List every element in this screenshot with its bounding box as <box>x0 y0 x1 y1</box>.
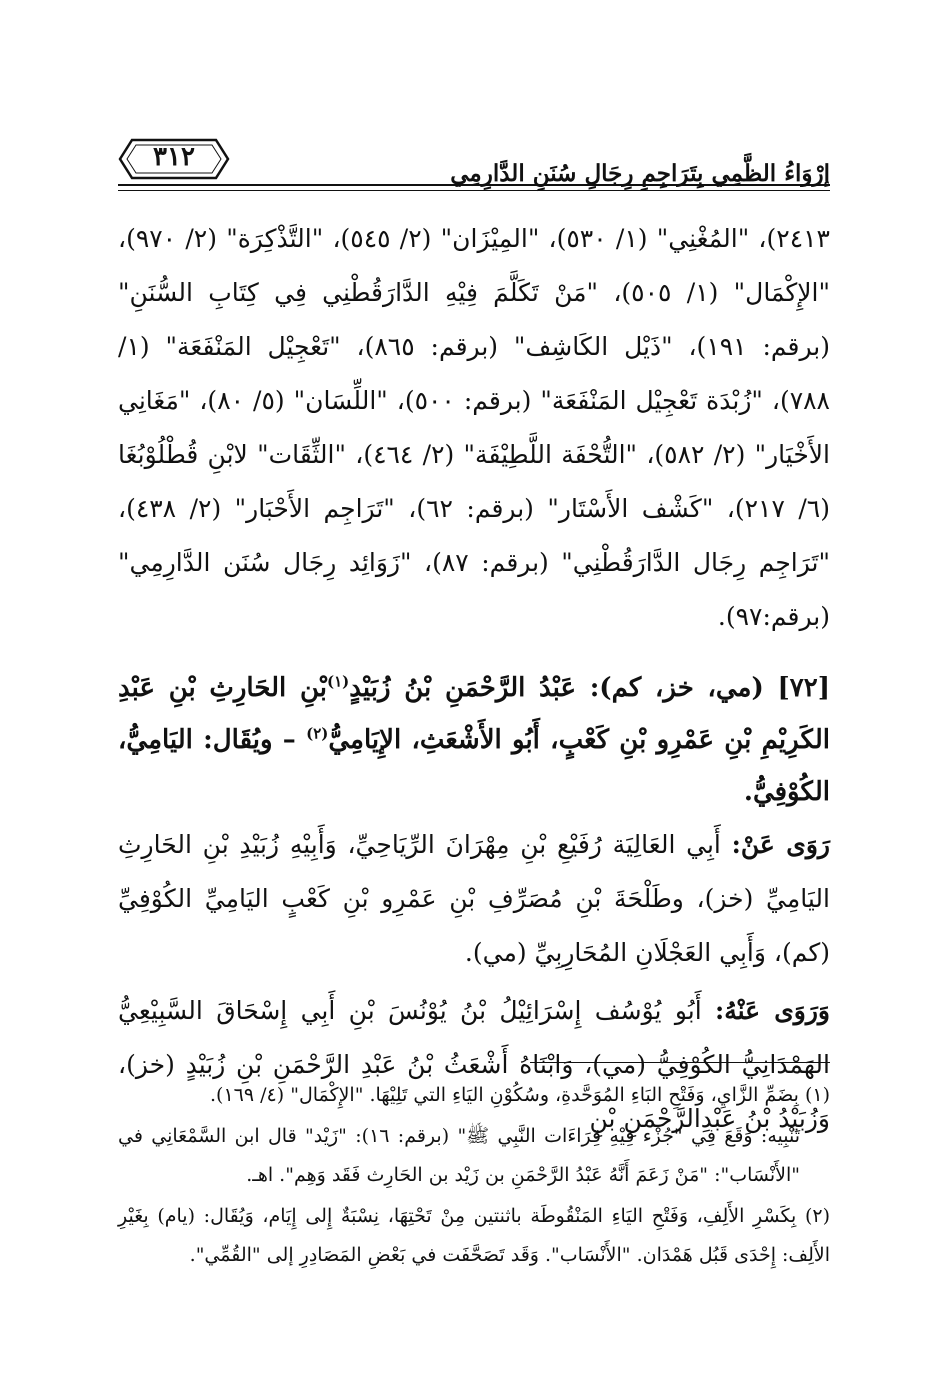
footnote-1-note: تَنْبِيه: وَقَعَ فِي "جُزْء فِيْهِ قِرَاءَات النَّبِي ﷺ" (برقم: ١٦): "زَيْد" قال ابن السَّمْعَانِي في "الأَنْسَاب": "مَنْ زَعَمَ أَنَّهُ عَبْدُ الرَّحْمَنِ بن زَيْد بن الحَارِث فَقَد وَهِم". اهـ. <box>118 1125 800 1186</box>
footnote-separator <box>530 1062 830 1063</box>
entry-heading-part-c: – ويُقَال: اليَامِيُّ، الكُوْفِيُّ. <box>118 725 830 807</box>
entry-heading <box>118 662 830 818</box>
narrated-from-text: أَبِي العَالِيَة رُفَيْعِ بْنِ مِهْرَانَ الرِّيَاحِيِّ، وَأَبِيْهِ زُبَيْدِ بْنِ الحَارِثِ اليَامِيِّ (خز)، وطَلْحَةَ بْنِ مُصَرِّفِ بْنِ عَمْرِو بْنِ كَعْبٍ اليَامِيِّ الكُوْفِيِّ (كم)، وَأَبِي العَجْلَانِ المُحَارِبِيِّ (مي). <box>118 830 830 967</box>
entry-heading-part-b: بْنِ الحَارِثِ بْنِ عَبْدِ الكَرِيْمِ بْنِ عَمْرِو بْنِ كَعْبٍ، أَبُو الأَشْعَثِ، الإِيَامِيُّ <box>118 673 830 755</box>
narrated-by-text: أَبُو يُوْسُف إِسْرَائِيْلُ بْنُ يُوْنُسَ بْنِ أَبِي إِسْحَاقَ السَّبِيْعِيُّ الهَمْدَانِيُّ الكُوْفِيُّ (مي)، وَابْنَاهُ أَشْعَثُ بْنُ عَبْدِ الرَّحْمَنِ بْنِ زُبَيْدٍ (خز)، وَزُبَيْدُ بْنُ عَبْدِالرَّحْمَنِ بْنِ <box>118 996 830 1133</box>
narrated-from-paragraph <box>118 818 830 980</box>
main-text <box>118 212 830 1146</box>
footnotes <box>118 1076 830 1277</box>
page-header <box>118 100 830 200</box>
narrated-from-label: رَوَى عَنْ: <box>731 830 831 859</box>
header-rule-thick <box>118 184 830 186</box>
footnote-2: (٢) بِكَسْرِ الأَلِفِ، وَفَتْحِ اليَاءِ المَنْقُوطَة باثنتين مِنْ تَحْتِهَا، نِسْبَةٌ إِلى إِيَام، وَيُقَال: (يام) بِغَيْرِ الأَلِف: إِحْدَى قَبُل هَمْدَان. "الأَنْسَاب". وَقَد تَصَحَّفَت في بَعْضِ المَصَادِرِ إلى "القُمِّي". <box>118 1205 830 1266</box>
footnote-1: (١) بِضَمِّ الزَّايِ، وَفَتْحِ البَاءِ المُوَحَّدةِ، وسُكُوْنِ اليَاءِ التي تَلِيْهَا. "الإِكْمَال" (٤/ ١٦٩). <box>210 1084 830 1106</box>
page-number-frame <box>118 136 230 182</box>
running-title: إرْوَاءُ الظَّمِي بِتَرَاجِمِ رِجَالِ سُنَنِ الدَّارِمِي <box>450 160 830 187</box>
narrated-by-label: وَرَوَى عَنْهُ: <box>715 996 830 1025</box>
section-gap <box>118 644 830 662</box>
footnote-ref-2: (٢) <box>306 724 329 743</box>
entry-heading-part-a: [٧٢] (مي، خز، كم): عَبْدُ الرَّحْمَنِ بْنُ زُبَيْدٍ <box>349 673 830 703</box>
references-paragraph: ٢٤١٣)، "المُغْنِي" (١/ ٥٣٠)، "المِيْزَان" (٢/ ٥٤٥)، "التَّذْكِرَة" (٢/ ٩٧٠)، "الإِكْمَال" (١/ ٥٠٥)، "مَنْ تَكَلَّمَ فِيْهِ الدَّارَقُطْنِي فِي كِتَابِ السُّنَنِ" (برقم: ١٩١)، "ذَيْل الكَاشِف" (برقم: ٨٦٥)، "تَعْجِيْل المَنْفَعَة" (١/ ٧٨٨)، "زُبْدَة تَعْجِيْل المَنْفَعَة" (برقم: ٥٠٠)، "اللِّسَان" (٥/ ٨٠)، "مَغَانِي الأَخْيَار" (٢/ ٥٨٢)، "التُّحْفَة اللَّطِيْفَة" (٢/ ٤٦٤)، "الثِّقَات" لابْنِ قُطْلُوْبُغَا (٦/ ٢١٧)، "كَشْف الأَسْتَار" (برقم: ٦٢)، "تَرَاجِم الأَحْبَار" (٢/ ٤٣٨)، "تَرَاجِم رِجَال الدَّارَقُطْنِي" (برقم: ٨٧)، "زَوَائِد رِجَال سُنَن الدَّارِمِي" (برقم:٩٧). <box>118 224 830 631</box>
footnote-ref-1: (١) <box>327 672 350 691</box>
page-number: ٣١٢ <box>153 142 195 172</box>
header-rule-thin <box>118 190 830 191</box>
